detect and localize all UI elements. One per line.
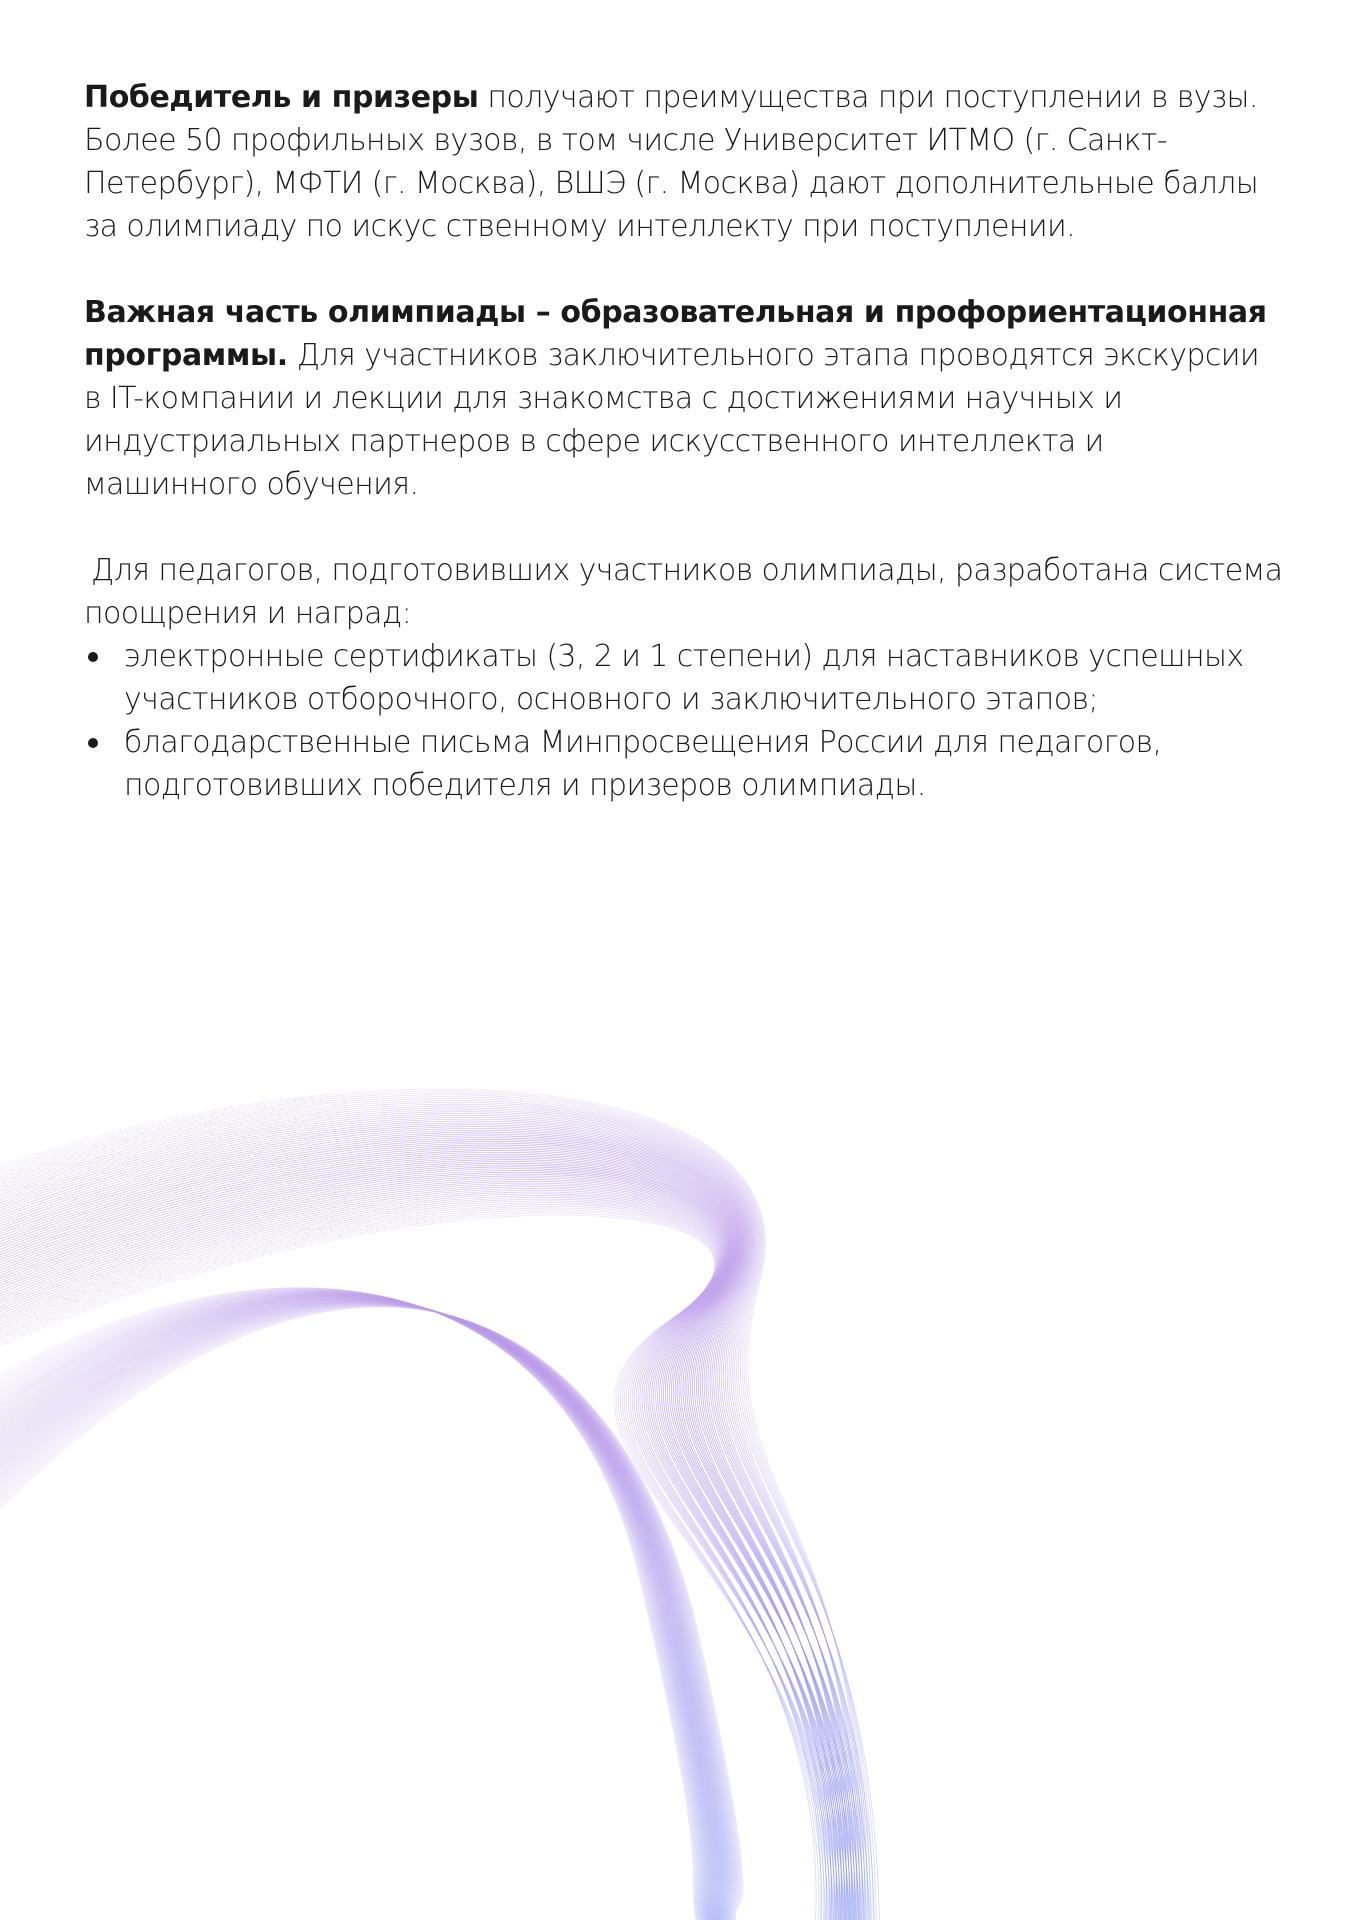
paragraph-text: поощрения и наград: — [84, 596, 412, 631]
rewards-list — [84, 635, 1284, 807]
paragraph-lead-bold: Победитель и призеры — [84, 80, 479, 115]
bullet-icon — [88, 738, 98, 748]
paragraph-lead-bold: Важная часть олимпиады – образовательная и профориентационная программы. — [84, 295, 1267, 373]
wave-ribbon-inner — [0, 1288, 743, 1920]
bullet-icon — [88, 652, 98, 662]
paragraph-text: Для участников заключительного этапа проводятся экскурсии в IT-компании и лекции для знакомства с достижениями научных и индустриальных партнеров в сфере искусственного интеллекта и машинного обучения. — [84, 338, 1260, 502]
list-item-text: благодарственные письма Минпросвещения России для педагогов, подготовивших победителя и призеров олимпиады. — [124, 725, 1162, 803]
wave-ribbon-outer — [0, 1089, 880, 1920]
list-item — [84, 721, 1284, 807]
paragraph-winners-benefits — [84, 76, 1284, 248]
list-item-text: электронные сертификаты (3, 2 и 1 степени) для наставников успешных участников отборочного, основного и заключительного этапов; — [124, 639, 1244, 717]
list-item — [84, 635, 1284, 721]
decorative-wave-lines — [0, 1080, 1369, 1920]
paragraph-educational-program — [84, 291, 1284, 506]
document-body — [84, 76, 1284, 807]
paragraph-text: Для педагогов, подготовивших участников олимпиады, разработана система — [91, 553, 1283, 588]
paragraph-teachers-intro — [84, 549, 1284, 635]
paragraph-text: получают преимущества при поступлении в вузы. Более 50 профильных вузов, в том числе Университет ИТМО (г. Санкт-Петербург), МФТИ (г. Москва), ВШЭ (г. Москва) дают дополнительные баллы за олимпиаду по искус ственному интеллекту при поступлении. — [84, 80, 1259, 244]
